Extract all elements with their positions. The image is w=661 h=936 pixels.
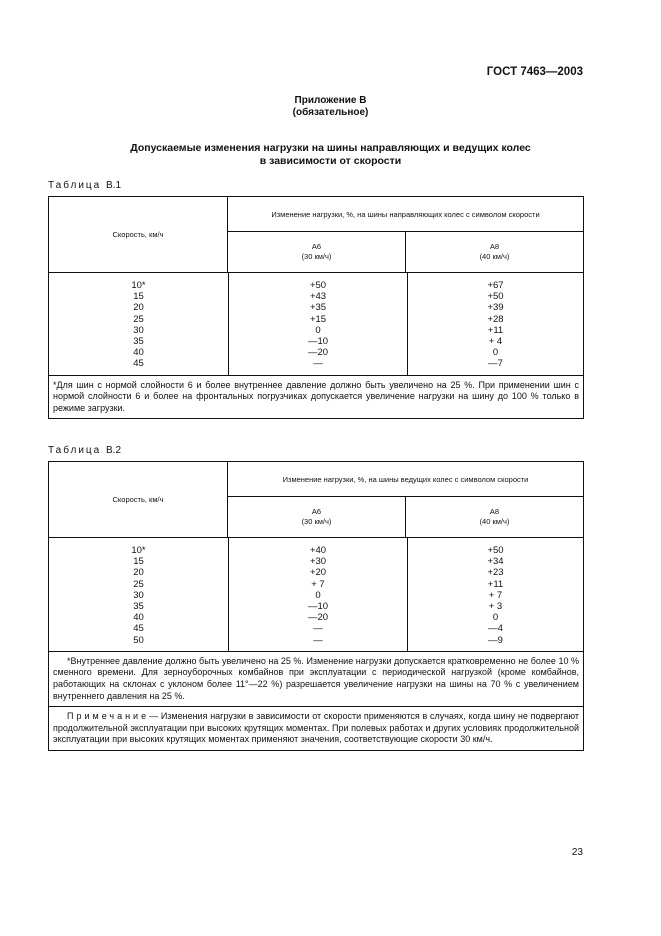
table1-a8-cell: +67 [487, 280, 504, 291]
title-line-2: в зависимости от скорости [259, 155, 402, 167]
appendix-status: (обязательное) [292, 107, 369, 118]
table2-a6-column [229, 538, 408, 651]
standard-code: ГОСТ 7463—2003 [486, 66, 583, 78]
table1-header [49, 197, 583, 273]
table2-a6-speed: (30 км/ч) [301, 517, 332, 526]
table2-note-label: Примечание [67, 711, 150, 722]
table1-a8-cell: +11 [487, 324, 504, 336]
table2-a6-cell: — [313, 634, 323, 646]
table2-speed-header: Скорость, км/ч [49, 462, 228, 537]
table1-a6-header [228, 232, 406, 272]
table2-a6-cell: +20 [309, 567, 327, 579]
table1-speed-cell: 25 [133, 313, 144, 325]
document-title [60, 142, 601, 168]
table2-speed-cell: 35 [133, 601, 144, 613]
table2-speed-cell: 20 [133, 567, 144, 579]
table1-speed-cell: 45 [133, 358, 144, 370]
table1-caption-word: Таблица [48, 180, 102, 191]
table1-group-header: Изменение нагрузки, %, на шины направляющих колес с символом скорости [228, 197, 583, 232]
table2-speed-cell: 40 [133, 612, 144, 624]
table1-caption [48, 180, 121, 191]
appendix-title: Приложение В [294, 95, 367, 106]
table1-a6-cell: —10 [307, 336, 329, 348]
table2-note [49, 707, 583, 750]
table1-a8-code: А8 [489, 242, 500, 251]
page-number: 23 [571, 847, 583, 858]
table2-a8-cell: 0 [492, 612, 499, 624]
table1-speed-cell: 35 [133, 336, 144, 348]
table1-a6-code: А6 [311, 242, 322, 251]
table2-a6-cell: —20 [307, 612, 329, 624]
table2-a8-cell: —4 [488, 623, 503, 635]
table1-a8-cell: —7 [488, 358, 503, 370]
table2-speed-cell: 30 [133, 589, 144, 601]
table1-speed-cell: 20 [133, 302, 144, 314]
title-line-1: Допускаемые изменения нагрузки на шины направляющих и ведущих колес [130, 142, 531, 154]
table2-speed-cell: 50 [133, 634, 144, 646]
table2-caption-number: В.2 [106, 445, 122, 456]
table1-speed-column [49, 273, 229, 375]
table2-a8-speed: (40 км/ч) [479, 517, 510, 526]
table2-note-text: — Изменения нагрузки в зависимости от скорости применяются в случаях, когда шину не подвергают продолжительной эксплуатации при высоких крутящих моментах. При полевых работах и других условиях продолжительной эксплуатации при высоких крутящих моментах применяют значения, соответствующие скорости 30 км/ч. [53, 711, 579, 745]
table1-a8-cell: + 4 [488, 336, 503, 348]
table1-a8-column [408, 280, 583, 370]
table1-a6-cell: 0 [315, 324, 321, 336]
table2-a6-cell: + 7 [311, 578, 325, 590]
table2-caption-word: Таблица [48, 445, 102, 456]
table2-group-header: Изменение нагрузки, %, на шины ведущих колес с символом скорости [228, 462, 583, 497]
table1-a6-cell: +15 [309, 313, 327, 325]
table2-speed-cell: 10* [131, 545, 146, 556]
table2-a8-cell: +34 [487, 556, 504, 568]
table1-speed-cell: 30 [133, 324, 144, 336]
table2-caption [48, 445, 121, 456]
appendix-heading [0, 95, 661, 119]
table2-speed-cell: 45 [133, 623, 144, 635]
table1-body [49, 273, 583, 376]
table1-a6-cell: +35 [309, 302, 327, 314]
table2-a6-cell: +30 [309, 556, 327, 568]
table2-speed-cell: 15 [133, 556, 144, 568]
table1-caption-number: В.1 [106, 180, 122, 191]
table1-a8-cell: +50 [487, 291, 504, 303]
table2-footnote: *Внутреннее давление должно быть увеличено на 25 %. Изменение нагрузки допускается кратковременно не более 10 % сменного времени. Для зерноуборочных комбайнов при эксплуатации с периодической нагрузкой (кроме комбайнов, работающих на склонах с уклоном более 11°—22 %) разрешается увеличение нагрузки на шины на 70 % с увеличением внутреннего давления на 25 %. [49, 652, 583, 707]
table2 [48, 461, 584, 751]
table2-a6-cell: +40 [309, 545, 327, 556]
table2-a8-cell: + 3 [488, 601, 503, 613]
table1-a6-cell: +43 [309, 291, 327, 303]
table1-a6-cell: +50 [309, 280, 327, 291]
table2-speed-column [49, 538, 229, 651]
table1-a8-speed: (40 км/ч) [479, 252, 510, 261]
table2-a6-cell: 0 [315, 589, 321, 601]
table1-a8-cell: 0 [492, 347, 499, 359]
table2-a6-cell: —10 [307, 601, 329, 613]
table1-speed-cell: 15 [133, 291, 144, 303]
table2-a8-cell: +23 [487, 567, 504, 579]
table2-header [49, 462, 583, 538]
table2-a8-cell: + 7 [488, 589, 503, 601]
table2-a8-code: А8 [489, 507, 500, 516]
table1 [48, 196, 584, 419]
table2-a8-column [408, 545, 583, 646]
table2-a6-header [228, 497, 406, 537]
table2-a8-cell: +11 [487, 578, 504, 590]
table1-a6-cell: —20 [307, 347, 329, 359]
table1-speed-cell: 40 [133, 347, 144, 359]
table1-a8-cell: +28 [487, 313, 504, 325]
table2-a6-code: А6 [311, 507, 322, 516]
table1-a6-column [229, 273, 408, 375]
table2-a8-cell: +50 [487, 545, 504, 556]
table1-speed-cell: 10* [131, 280, 146, 291]
table2-a8-header [406, 497, 583, 537]
table1-a8-header [406, 232, 583, 272]
table2-body [49, 538, 583, 652]
table2-a8-cell: —9 [488, 634, 503, 646]
table2-a6-cell: — [313, 623, 323, 635]
table2-speed-cell: 25 [133, 578, 144, 590]
table1-a8-cell: +39 [487, 302, 504, 314]
table1-speed-header: Скорость, км/ч [49, 197, 228, 272]
table1-footnote: *Для шин с нормой слойности 6 и более внутреннее давление должно быть увеличено на 25 %. При применении шин с нормой слойности 6 и более на фронтальных погрузчиках допускается увеличение нагрузки на шину до 100 % только в режиме загрузки. [53, 379, 579, 413]
table1-a6-speed: (30 км/ч) [301, 252, 332, 261]
table1-a6-cell: — [313, 358, 323, 370]
